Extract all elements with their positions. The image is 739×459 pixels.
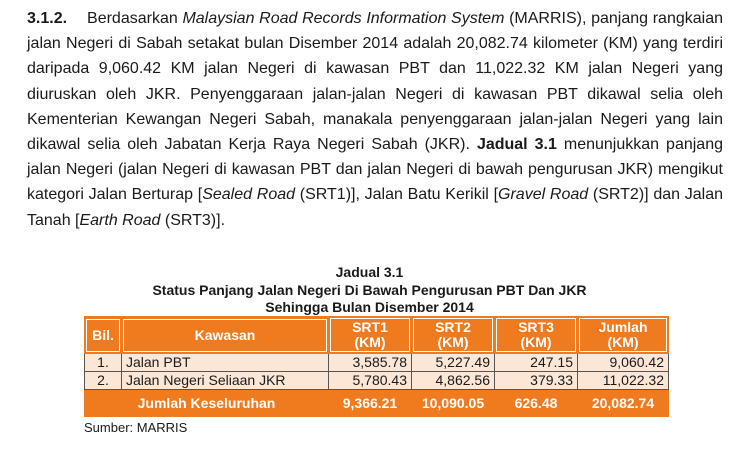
paragraph-text: (SRT1)], Jalan Batu Kerikil [ — [295, 186, 499, 204]
cell-srt1: 3,585.78 — [329, 354, 412, 372]
paragraph-text: Berdasarkan — [87, 10, 183, 27]
total-jumlah: 20,082.74 — [578, 390, 669, 417]
paragraph-italic: Malaysian Road Records Information System — [182, 10, 505, 27]
cell-jumlah: 11,022.32 — [578, 372, 669, 390]
paragraph-italic: Gravel Road — [498, 186, 589, 204]
paragraph-text: (SRT3)]. — [160, 211, 226, 229]
paragraph-text: menunjukkan panjang jalan Negeri (jalan Negeri di kawasan PBT dan jalan Negeri di bawah pengurusan JKR) mengikut kategori Jalan Berturap [ — [27, 136, 724, 204]
cell-bil: 1. — [85, 354, 122, 372]
cell-kawasan: Jalan PBT — [122, 354, 329, 372]
table-source: Sumber: MARRIS — [84, 420, 188, 435]
table-header-row — [85, 317, 669, 354]
total-srt3: 626.48 — [495, 390, 578, 417]
total-label: Jumlah Keseluruhan — [85, 390, 329, 417]
header-bil: Bil. — [85, 317, 122, 354]
cell-jumlah: 9,060.42 — [578, 354, 669, 372]
total-srt2: 10,090.05 — [412, 390, 495, 417]
table-row — [85, 372, 669, 390]
header-jumlah: Jumlah (KM) — [578, 317, 669, 354]
paragraph-text: (SRT2)] dan Jalan Tanah [ — [27, 186, 724, 229]
header-srt2: SRT2 (KM) — [412, 317, 495, 354]
cell-bil: 2. — [85, 372, 122, 390]
section-number: 3.1.2. — [27, 10, 68, 27]
table-total-row — [85, 390, 669, 417]
header-kawasan: Kawasan — [122, 317, 329, 354]
cell-kawasan: Jalan Negeri Seliaan JKR — [122, 372, 329, 390]
paragraph-text: (MARRIS), panjang rangkaian jalan Negeri di Sabah setakat bulan Disember 2014 adalah 20,082.74 kilometer (KM) yang terdiri daripada 9,060.42 KM jalan Negeri di kawasan PBT dan 11,022.32 KM jalan Negeri yang diuruskan oleh JKR. Penyenggaraan jalan-jalan Negeri di kawasan PBT dikawal selia oleh Kementerian Kewangan Negeri Sabah, manakala penyenggaraan jalan-jalan Negeri yang lain dikawal selia oleh Jabatan Kerja Raya Negeri Sabah (JKR). — [27, 10, 723, 154]
cell-srt1: 5,780.43 — [329, 372, 412, 390]
table-row — [85, 354, 669, 372]
table-caption-subtitle: Sehingga Bulan Disember 2014 — [265, 299, 474, 315]
paragraph-italic: Earth Road — [79, 211, 161, 229]
cell-srt2: 5,227.49 — [412, 354, 495, 372]
total-srt1: 9,366.21 — [329, 390, 412, 417]
paragraph-italic: Sealed Road — [202, 186, 296, 204]
table-caption-number: Jadual 3.1 — [335, 264, 404, 280]
header-srt3: SRT3 (KM) — [495, 317, 578, 354]
cell-srt3: 247.15 — [495, 354, 578, 372]
road-status-table — [84, 316, 668, 417]
paragraph-3-1-2 — [27, 6, 723, 233]
cell-srt3: 379.33 — [495, 372, 578, 390]
cell-srt2: 4,862.56 — [412, 372, 495, 390]
table-caption-title: Status Panjang Jalan Negeri Di Bawah Pengurusan PBT Dan JKR — [152, 282, 587, 298]
table-reference: Jadual 3.1 — [476, 136, 557, 154]
header-srt1: SRT1 (KM) — [329, 317, 412, 354]
